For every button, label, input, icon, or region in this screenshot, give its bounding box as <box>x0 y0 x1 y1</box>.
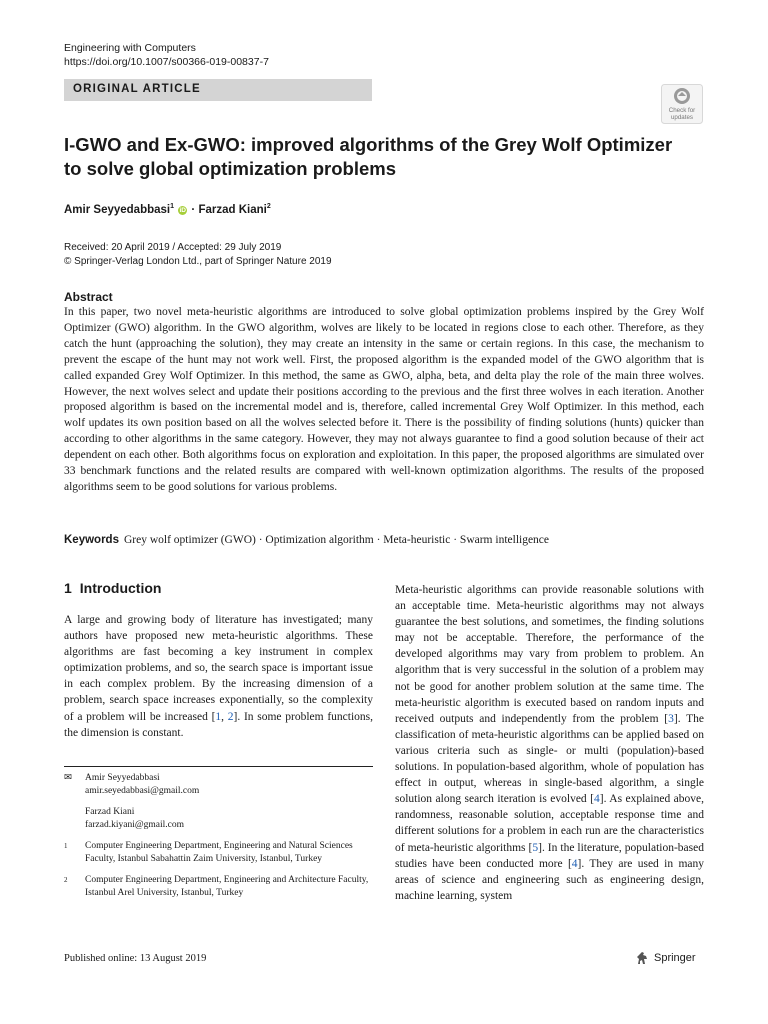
keywords <box>64 534 549 546</box>
article-title <box>64 133 684 181</box>
author-affiliation-mark: 1 <box>170 203 175 210</box>
contact-author <box>64 772 373 798</box>
affiliation <box>64 874 373 900</box>
citation-link[interactable]: 5 <box>532 841 539 854</box>
citation-link[interactable]: 1 <box>215 710 222 723</box>
article-dates <box>64 241 332 269</box>
citation-link[interactable]: 4 <box>593 793 600 806</box>
contact-email[interactable]: farzad.kiyani@gmail.com <box>85 820 184 830</box>
check-for-updates-icon <box>661 84 703 124</box>
section-heading-introduction <box>64 580 161 596</box>
author-name[interactable]: Farzad Kiani <box>198 203 267 216</box>
check-for-updates-badge[interactable] <box>661 84 703 124</box>
affiliation-mark: 1 <box>64 842 68 850</box>
abstract-text: In this paper, two novel meta-heuristic algorithms are introduced to solve global optimization problems inspired by the Grey Wolf Optimizer (GWO) algorithm. In the GWO algorithm, wolves are likely to be located in regions close to each other. Therefore, as they catch the hunt (approaching the solution), they may create an intensity in the same or certain regions. In this case, the mechanism to prevent the escape of the hunt may not work well. First, the proposed algorithm is the expanded model of the GWO algorithm that is called expanded Grey Wolf Optimizer. In this method, the same as GWO, alpha, beta, and delta play the role of the main three wolves. However, the next wolves select and update their positions according to the previous and the first three wolves in each iteration. Another proposed algorithm is based on the incremental model and is, therefore, called incremental Grey Wolf Optimizer. In this method, each wolf updates its own position based on all the wolves selected before it. There is the possibility of finding solutions (hunts) quicker than according to other algorithms in the same category. However, they may not always guarantee to find a good solution because of their act dependent on each other. Both algorithms focus on exploration and exploitation. In this paper, the proposed algorithms are simulated over 33 benchmark functions and the related results are compared with well-known optimization algorithms. The results of the proposed algorithms seem to be good solutions for various problems. <box>64 306 704 493</box>
body-text: ]. They are used in many areas of science and engineering such as engineering design, machine learning, system <box>395 857 704 902</box>
section-title: Introduction <box>79 580 162 596</box>
copyright-line: © Springer-Verlag London Ltd., part of Springer Nature 2019 <box>64 256 332 267</box>
affiliation-text: Computer Engineering Department, Engineering and Architecture Faculty, Istanbul Arel University, Istanbul, Turkey <box>85 875 369 898</box>
citation-link[interactable]: 3 <box>668 712 674 725</box>
received-accepted: Received: 20 April 2019 / Accepted: 29 July 2019 <box>64 242 282 253</box>
body-text: , <box>221 710 228 723</box>
body-text: ]. In the literature, population-based studies have been conducted more [ <box>395 841 704 870</box>
keywords-label: Keywords <box>64 534 119 546</box>
title-line-1: I-GWO and Ex-GWO: improved algorithms of the Grey Wolf Optimizer <box>64 134 673 155</box>
body-column-left <box>64 612 373 741</box>
section-number: 1 <box>64 580 72 596</box>
publisher-logo[interactable] <box>635 951 696 965</box>
body-text: ]. In some problem functions, the dimension is constant. <box>64 710 374 739</box>
author-separator: · <box>188 203 199 216</box>
contact-name: Farzad Kiani <box>85 807 135 817</box>
author-affiliation-mark: 2 <box>266 203 271 210</box>
check-updates-line-1: Check for <box>668 107 696 114</box>
citation-link[interactable]: 2 <box>227 710 234 723</box>
affiliation-mark: 2 <box>64 876 68 884</box>
publisher-name: Springer <box>654 952 696 964</box>
author-name[interactable]: Amir Seyyedabbasi <box>64 203 171 216</box>
mail-icon: ✉ <box>64 773 72 783</box>
body-text: Meta-heuristic algorithms can provide reasonable solutions with an acceptable time. Meta-heuristic algorithms may not always guarantee the best solutions, and sometimes, the finding solutions may not be acceptable. Therefore, the performance of the developed algorithms may vary from problem to problem. An algorithm that is very successful in the solution of a problem may not be good for another problem solution at the same time. The meta-heuristic algorithm is executed based on random inputs and received outputs and independently from the problem [ <box>395 584 704 725</box>
body-text: A large and growing body of literature has investigated; many authors have proposed new meta-heuristic algorithms. These algorithms are fast becoming a key instrument in complex optimization problems, and so, the search space is important issue in each complex problem. By the increasing dimension of a problem, search space increases exponentially, so the complexity of a problem will be increased [ <box>64 614 373 723</box>
article-type-label: ORIGINAL ARTICLE <box>73 83 201 95</box>
abstract-heading: Abstract <box>64 290 113 304</box>
citation-link[interactable]: 4 <box>571 857 578 870</box>
affiliation <box>64 840 373 866</box>
body-text: ]. The classification of meta-heuristic algorithms can be applied based on various criteria such as single- or multi (population)-based solutions. In population-based algorithm, whole of population has effect in output, whereas in single-based algorithm, a single solution along search iteration is evolved [ <box>395 712 704 806</box>
published-date: Published online: 13 August 2019 <box>64 953 207 964</box>
contact-author <box>64 806 373 832</box>
doi-link[interactable]: https://doi.org/10.1007/s00366-019-00837-7 <box>64 56 269 68</box>
keywords-list: Grey wolf optimizer (GWO) · Optimization algorithm · Meta-heuristic · Swarm intelligence <box>123 534 550 546</box>
journal-name: Engineering with Computers <box>64 42 196 54</box>
body-text: ]. As explained above, randomness, reasonable solution, acceptable response time and different solutions for a problem in each run are the characteristics of meta-heuristic algorithms [ <box>395 793 705 854</box>
affiliation-text: Computer Engineering Department, Engineering and Natural Sciences Faculty, Istanbul Sabahattin Zaim University, Istanbul, Turkey <box>85 841 353 864</box>
footnote-divider <box>64 766 373 767</box>
contact-email[interactable]: amir.seyedabbasi@gmail.com <box>85 786 200 796</box>
springer-horse-icon <box>635 951 649 965</box>
contact-name: Amir Seyyedabbasi <box>85 773 160 783</box>
footnotes <box>64 772 373 900</box>
body-column-right <box>395 582 704 904</box>
orcid-icon[interactable]: iD <box>179 206 186 214</box>
journal-header <box>64 41 269 69</box>
title-line-2: to solve global optimization problems <box>64 158 396 179</box>
check-updates-line-2: updates <box>670 114 694 121</box>
author-list <box>64 203 271 216</box>
